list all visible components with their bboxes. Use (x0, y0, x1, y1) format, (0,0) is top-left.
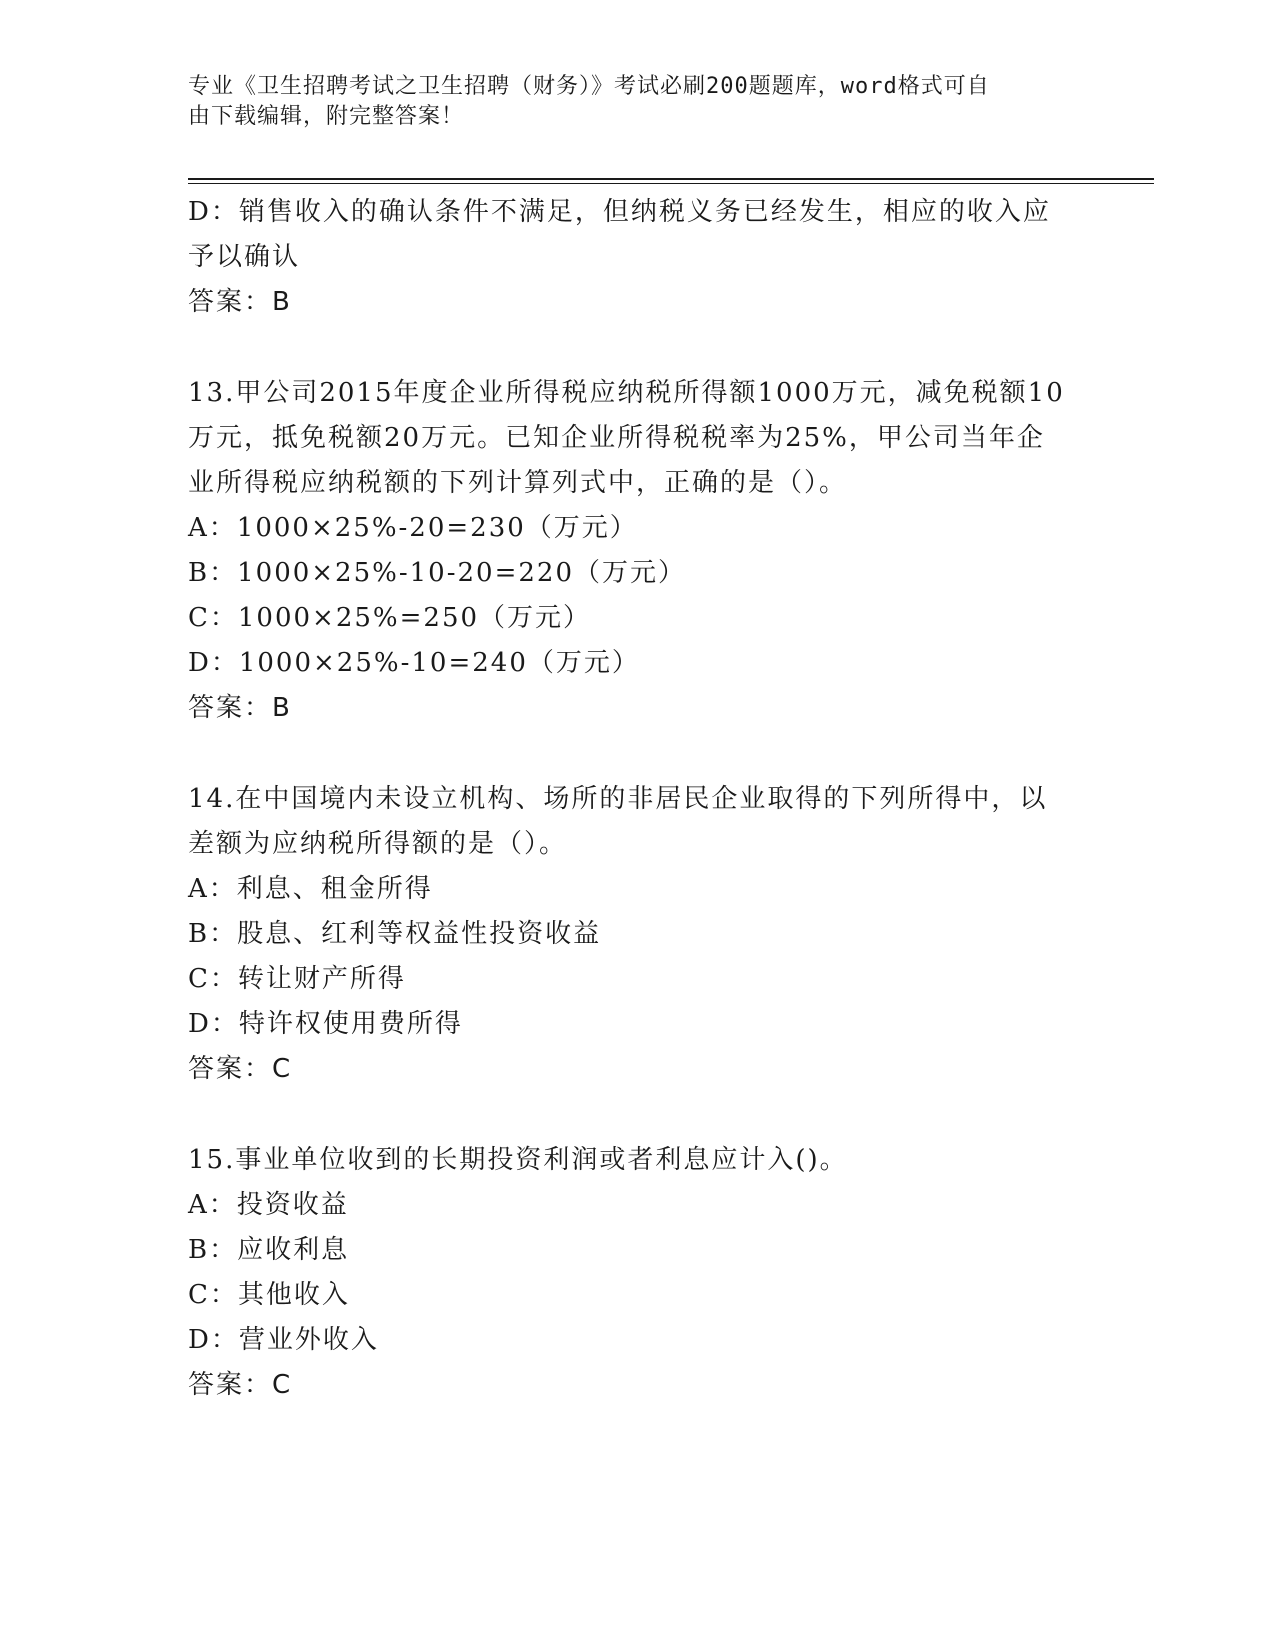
option-b: B：股息、红利等权益性投资收益 (188, 919, 602, 949)
question-stem-line-2: 万元，抵免税额20万元。已知企业所得税税率为25%，甲公司当年企 (188, 423, 1045, 453)
document-header (188, 72, 1068, 132)
answer: 答案：C (188, 1370, 293, 1400)
option-b: B：1000×25%-10-20=220（万元） (188, 558, 686, 588)
option-d: D：特许权使用费所得 (188, 1009, 463, 1039)
header-divider-thin (188, 183, 1154, 184)
option-c: C：1000×25%=250（万元） (188, 603, 592, 633)
option-d: D：营业外收入 (188, 1325, 379, 1355)
answer: 答案：B (188, 693, 292, 723)
question-13 (188, 371, 1088, 731)
question-stem-line-1: 13.甲公司2015年度企业所得税应纳税所得额1000万元，减免税额10 (188, 378, 1065, 408)
question-14 (188, 777, 1088, 1092)
question-stem-line-1: 15.事业单位收到的长期投资利润或者利息应计入()。 (188, 1145, 848, 1175)
question-15 (188, 1138, 1088, 1408)
option-a: A：1000×25%-20=230（万元） (188, 513, 638, 543)
question-12-tail (188, 190, 1088, 325)
question-stem-line-1: 14.在中国境内未设立机构、场所的非居民企业取得的下列所得中，以 (188, 784, 1048, 814)
option-c: C：其他收入 (188, 1280, 350, 1310)
option-d-line-2: 予以确认 (188, 242, 301, 272)
option-c: C：转让财产所得 (188, 964, 406, 994)
question-stem-line-3: 业所得税应纳税额的下列计算列式中，正确的是（）。 (188, 468, 848, 498)
option-d-line-1: D：销售收入的确认条件不满足，但纳税义务已经发生，相应的收入应 (188, 197, 1051, 227)
option-b: B：应收利息 (188, 1235, 350, 1265)
spacer (188, 325, 1088, 371)
spacer (188, 731, 1088, 777)
question-list (188, 190, 1088, 1408)
spacer (188, 1092, 1088, 1138)
answer: 答案：C (188, 1054, 293, 1084)
option-a: A：利息、租金所得 (188, 874, 433, 904)
question-stem-line-2: 差额为应纳税所得额的是（）。 (188, 829, 568, 859)
option-d: D：1000×25%-10=240（万元） (188, 648, 640, 678)
answer: 答案：B (188, 287, 292, 317)
header-line-2: 由下载编辑，附完整答案！ (188, 104, 465, 129)
header-line-1: 专业《卫生招聘考试之卫生招聘（财务）》考试必刷200题题库，word格式可自 (188, 74, 990, 99)
header-divider-thick (188, 178, 1154, 180)
option-a: A：投资收益 (188, 1190, 349, 1220)
